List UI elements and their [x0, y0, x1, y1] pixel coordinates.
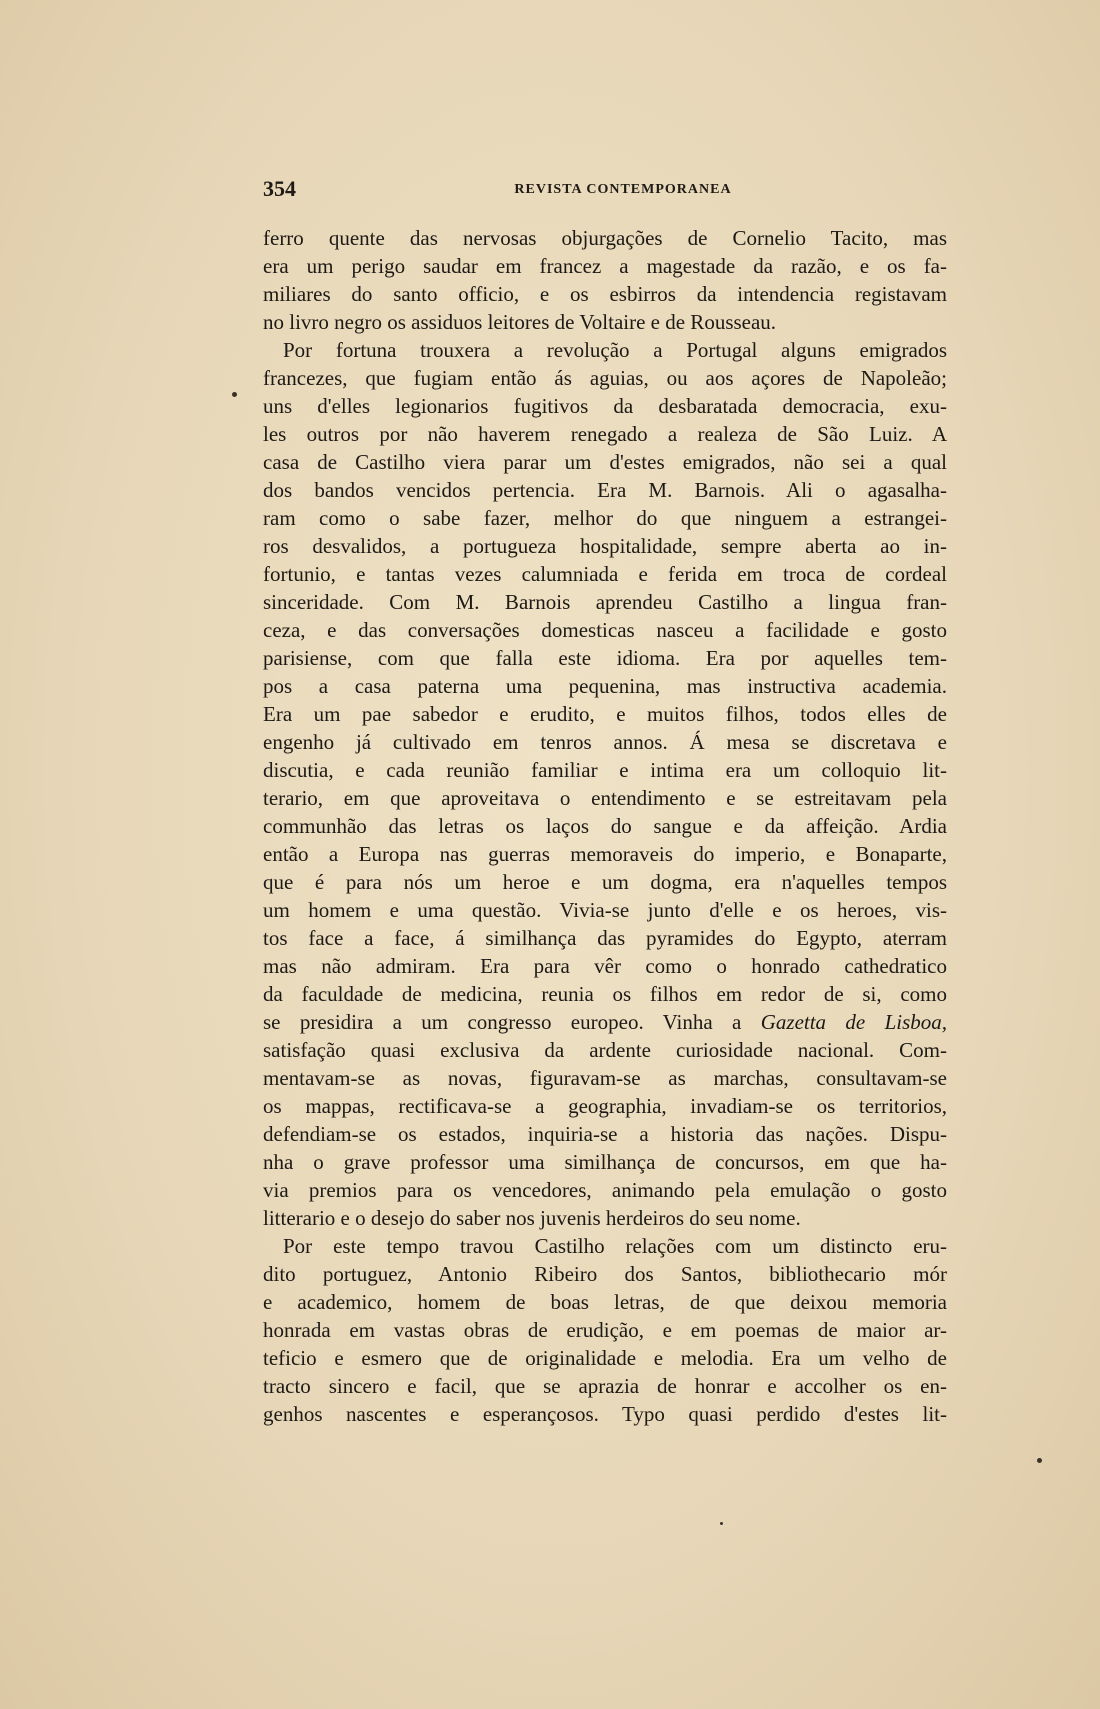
text-line: nha o grave professor uma similhança de concursos, em que ha- — [263, 1150, 947, 1174]
text-line: parisiense, com que falla este idioma. Era por aquelles tem- — [263, 646, 947, 670]
text-line: dos bandos vencidos pertencia. Era M. Barnois. Ali o agasalha- — [263, 478, 947, 502]
text-line: miliares do santo officio, e os esbirros da intendencia registavam — [263, 282, 947, 306]
page-header — [263, 176, 947, 206]
text-line: honrada em vastas obras de erudição, e em poemas de maior ar- — [263, 1318, 947, 1342]
text-line: mas não admiram. Era para vêr como o honrado cathedratico — [263, 954, 947, 978]
text-line: tos face a face, á similhança das pyramides do Egypto, aterram — [263, 926, 947, 950]
text-line: que é para nós um heroe e um dogma, era n'aquelles tempos — [263, 870, 947, 894]
text-line: e academico, homem de boas letras, de que deixou memoria — [263, 1290, 947, 1314]
text-line: ros desvalidos, a portugueza hospitalidade, sempre aberta ao in- — [263, 534, 947, 558]
text-line: casa de Castilho viera parar um d'estes emigrados, não sei a qual — [263, 450, 947, 474]
text-line: engenho já cultivado em tenros annos. Á mesa se discretava e — [263, 730, 947, 754]
body-text — [263, 224, 947, 1428]
text-line: ram como o sabe fazer, melhor do que ninguem a estrangei- — [263, 506, 947, 530]
text-line: uns d'elles legionarios fugitivos da desbaratada democracia, exu- — [263, 394, 947, 418]
text-line: fortunio, e tantas vezes calumniada e ferida em troca de cordeal — [263, 562, 947, 586]
ink-speck — [1037, 1458, 1042, 1463]
text-line: pos a casa paterna uma pequenina, mas instructiva academia. — [263, 674, 947, 698]
text-line: no livro negro os assiduos leitores de Voltaire e de Rousseau. — [263, 310, 777, 334]
ink-speck — [232, 392, 237, 397]
text-line: Por este tempo travou Castilho relações com um distincto eru- — [283, 1234, 947, 1258]
text-line: satisfação quasi exclusiva da ardente curiosidade nacional. Com- — [263, 1038, 947, 1062]
text-line: teficio e esmero que de originalidade e melodia. Era um velho de — [263, 1346, 947, 1370]
text-line: ceza, e das conversações domesticas nasceu a facilidade e gosto — [263, 618, 947, 642]
text-line: litterario e o desejo do saber nos juvenis herdeiros do seu nome. — [263, 1206, 801, 1230]
text-line: então a Europa nas guerras memoraveis do imperio, e Bonaparte, — [263, 842, 947, 866]
text-line: ferro quente das nervosas objurgações de Cornelio Tacito, mas — [263, 226, 947, 250]
text-line: communhão das letras os laços do sangue e da affeição. Ardia — [263, 814, 947, 838]
text-line: sinceridade. Com M. Barnois aprendeu Castilho a lingua fran- — [263, 590, 947, 614]
text-line: os mappas, rectificava-se a geographia, invadiam-se os territorios, — [263, 1094, 947, 1118]
text-line: um homem e uma questão. Vivia-se junto d'elle e os heroes, vis- — [263, 898, 947, 922]
text-line: mentavam-se as novas, figuravam-se as marchas, consultavam-se — [263, 1066, 947, 1090]
text-line: defendiam-se os estados, inquiria-se a historia das nações. Dispu- — [263, 1122, 947, 1146]
page-number: 354 — [263, 176, 296, 201]
text-line-with-italic — [263, 1008, 947, 1036]
text-line: les outros por não haverem renegado a realeza de São Luiz. A — [263, 422, 947, 446]
text-line: da faculdade de medicina, reunia os filhos em redor de si, como — [263, 982, 947, 1006]
text-line: discutia, e cada reunião familiar e intima era um colloquio lit- — [263, 758, 947, 782]
ink-speck — [720, 1522, 723, 1525]
text-segment: se presidira a um congresso europeo. Vinha a — [263, 1010, 742, 1034]
text-line: Por fortuna trouxera a revolução a Portugal alguns emigrados — [283, 338, 947, 362]
text-line: via premios para os vencedores, animando pela emulação o gosto — [263, 1178, 947, 1202]
text-line: terario, em que aproveitava o entendimento e se estreitavam pela — [263, 786, 947, 810]
text-line: Era um pae sabedor e erudito, e muitos filhos, todos elles de — [263, 702, 947, 726]
italic-title: Gazetta de Lisboa, — [760, 1010, 947, 1034]
text-line: era um perigo saudar em francez a magestade da razão, e os fa- — [263, 254, 947, 278]
text-line: tracto sincero e facil, que se aprazia de honrar e accolher os en- — [263, 1374, 947, 1398]
text-line: dito portuguez, Antonio Ribeiro dos Santos, bibliothecario mór — [263, 1262, 947, 1286]
running-title: REVISTA CONTEMPORANEA — [514, 182, 732, 197]
text-line: genhos nascentes e esperançosos. Typo quasi perdido d'estes lit- — [263, 1402, 947, 1426]
text-line: francezes, que fugiam então ás aguias, ou aos açores de Napoleão; — [263, 366, 947, 390]
